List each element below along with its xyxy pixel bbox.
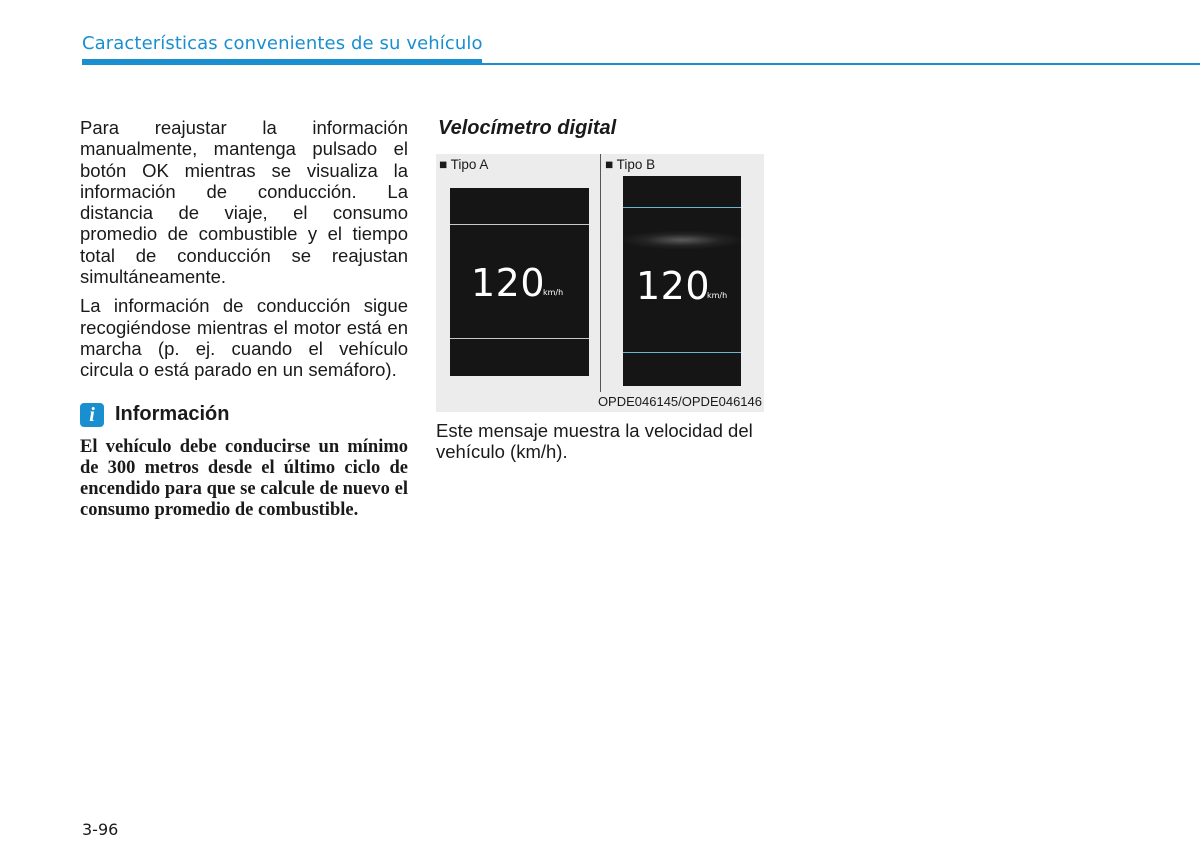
screen-glow <box>623 231 741 249</box>
left-column <box>80 117 408 522</box>
page-number: 3-96 <box>82 820 119 839</box>
right-column <box>436 116 764 463</box>
speedometer-figure <box>436 154 764 412</box>
speedometer-screen-type-a <box>450 188 589 376</box>
speed-unit-type-b: km/h <box>707 291 728 300</box>
screen-line-bottom <box>450 338 589 339</box>
screen-line-top <box>623 207 741 208</box>
screen-line-top <box>450 224 589 225</box>
speed-value-type-a: 120 <box>471 261 546 305</box>
figure-label-type-b: ■ Tipo B <box>605 157 656 172</box>
info-body: El vehículo debe conducirse un mínimo de 300 metros desde el último ciclo de encendido para que se calcule de nuevo el consumo promedio de combustible. <box>80 436 408 521</box>
info-icon: i <box>80 403 104 427</box>
paragraph-info-collection: La información de conducción sigue recogiéndose mientras el motor está en marcha (p. ej. cuando el vehículo circula o está parado en un semáforo). <box>80 295 408 381</box>
section-header-title: Características convenientes de su vehículo <box>82 33 483 54</box>
paragraph-reset-info: Para reajustar la información manualmente, mantenga pulsado el botón OK mientras se visualiza la información de conducción. La distancia de viaje, el consumo promedio de combustible y el tiempo total de conducción se reajustan simultáneamente. <box>80 117 408 288</box>
header-rule-thick <box>82 59 482 65</box>
screen-line-bottom <box>623 352 741 353</box>
info-heading <box>80 403 408 427</box>
speed-value-type-b: 120 <box>636 264 711 308</box>
speedometer-screen-type-b <box>623 176 741 386</box>
info-title: Información <box>115 403 230 426</box>
header-rule-thin <box>482 63 1200 65</box>
figure-divider <box>600 154 601 392</box>
figure-label-type-a: ■ Tipo A <box>439 157 489 172</box>
section-title-digital-speedometer: Velocímetro digital <box>438 117 617 139</box>
figure-caption: Este mensaje muestra la velocidad del vehículo (km/h). <box>436 420 753 463</box>
figure-reference-code: OPDE046145/OPDE046146 <box>597 394 762 409</box>
speed-unit-type-a: km/h <box>543 288 564 297</box>
